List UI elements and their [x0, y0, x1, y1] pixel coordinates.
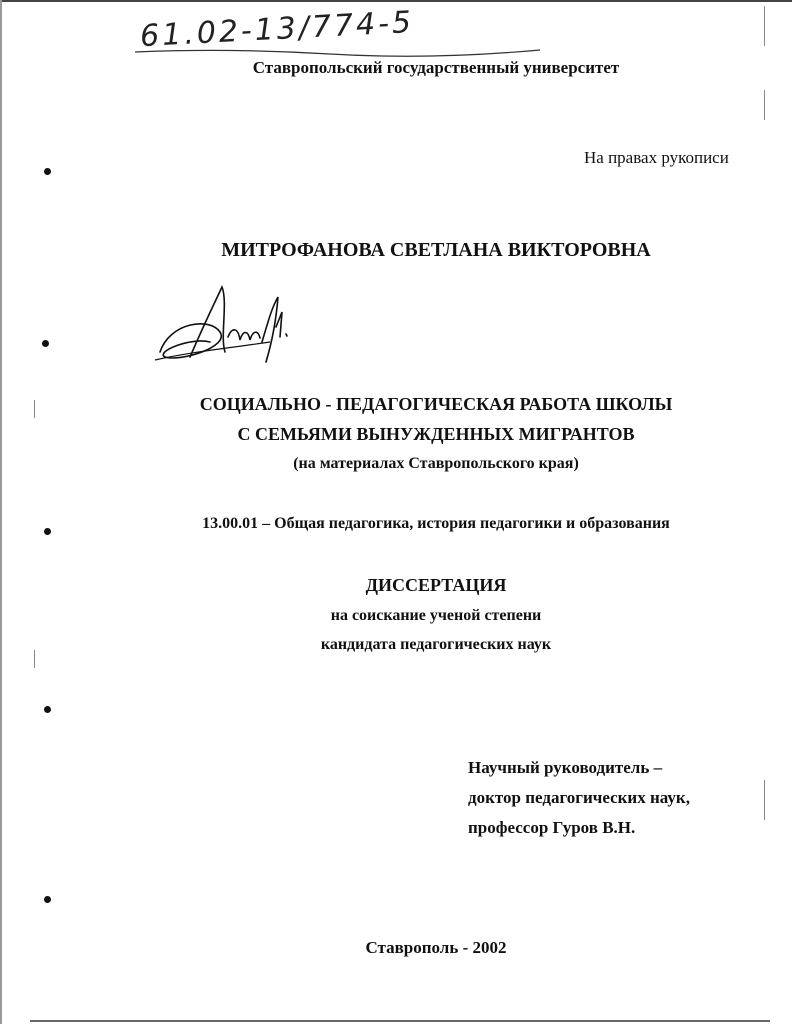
degree-line-2: кандидата педагогических наук: [320, 636, 552, 653]
scan-top-edge: [0, 0, 792, 2]
scan-bottom-edge: [30, 1020, 770, 1022]
manuscript-rights-note: На правах рукописи: [584, 148, 729, 167]
author-signature: [150, 282, 320, 382]
scan-left-mark: [34, 650, 35, 668]
university-name: Ставропольский государственный университет: [252, 58, 620, 77]
binder-hole-dot: [44, 896, 51, 903]
scan-right-mark: [764, 90, 765, 120]
degree-line-1: на соискание ученой степени: [330, 607, 542, 624]
city-year: Ставрополь - 2002: [365, 938, 507, 957]
specialty-code: 13.00.01 – Общая педагогика, история педагогики и образования: [202, 515, 670, 532]
dissertation-title-line-3: (на материалах Ставропольского края): [293, 455, 579, 472]
supervisor-name: профессор Гуров В.Н.: [468, 818, 636, 837]
supervisor-role: Научный руководитель –: [468, 758, 663, 777]
handwritten-code: 61.02-13/774-5: [139, 4, 415, 55]
supervisor-degree: доктор педагогических наук,: [468, 788, 690, 807]
binder-hole-dot: [44, 706, 51, 713]
dissertation-title-line-2: С СЕМЬЯМИ ВЫНУЖДЕННЫХ МИГРАНТОВ: [237, 424, 635, 444]
binder-hole-dot: [42, 340, 49, 347]
author-name: МИТРОФАНОВА СВЕТЛАНА ВИКТОРОВНА: [221, 239, 651, 261]
dissertation-title-line-1: СОЦИАЛЬНО - ПЕДАГОГИЧЕСКАЯ РАБОТА ШКОЛЫ: [199, 394, 673, 414]
scan-left-mark: [34, 400, 35, 418]
binder-hole-dot: [44, 168, 51, 175]
document-type: ДИССЕРТАЦИЯ: [365, 575, 507, 595]
scan-left-edge: [0, 0, 2, 1024]
scan-right-mark: [764, 780, 765, 820]
scan-right-mark: [764, 6, 765, 46]
